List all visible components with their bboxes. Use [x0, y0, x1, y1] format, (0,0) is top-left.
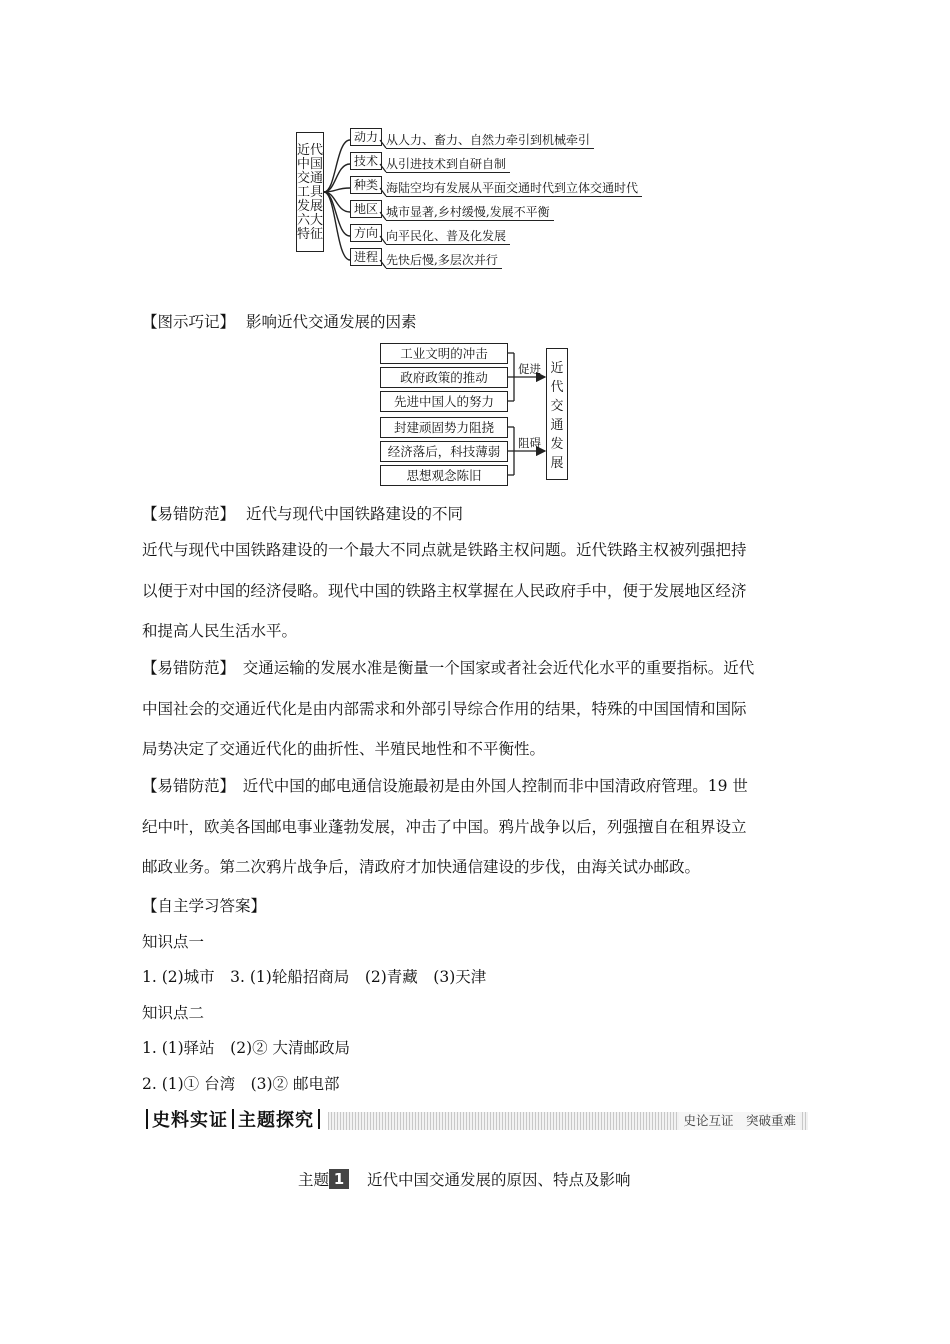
target-char: 代: [550, 380, 564, 395]
feature-category: 动力: [350, 128, 382, 146]
feature-category: 进程: [350, 248, 382, 266]
hinder-factor-box: 封建顽固势力阻挠: [380, 417, 508, 438]
feature-desc: 从人力、畜力、自然力牵引到机械牵引: [386, 132, 594, 149]
answers-heading: 【自主学习答案】: [142, 897, 267, 915]
caution-tag: 【易错防范】: [142, 505, 236, 523]
tip-tag: 【图示巧记】: [142, 313, 236, 331]
answer-line: 1. (2)城市 3. (1)轮船招商局 (2)青藏 (3)天津: [142, 968, 487, 986]
banner-bar: [318, 1109, 320, 1129]
promote-factor-box: 政府政策的推动: [380, 367, 508, 388]
para1-line: 近代与现代中国铁路建设的一个最大不同点就是铁路主权问题。近代铁路主权被列强把持: [142, 541, 747, 559]
feature-category: 技术: [350, 152, 382, 170]
feature-desc: 从引进技术到自研自制: [386, 156, 510, 173]
caution-title: 近代与现代中国铁路建设的不同: [245, 505, 463, 523]
caution-heading: [142, 504, 463, 524]
target-char: 展: [550, 456, 564, 471]
feature-category: 地区: [350, 200, 382, 218]
knowledge-point-2: 知识点二: [142, 1004, 205, 1022]
tip-title: 影响近代交通发展的因素: [245, 313, 417, 331]
feature-category: 种类: [350, 176, 382, 194]
para3-line: 纪中叶，欧美各国邮电事业蓬勃发展，冲击了中国。鸦片战争以后，列强擅自在租界设立: [142, 818, 747, 836]
feature-desc: 海陆空均有发展从平面交通时代到立体交通时代: [386, 180, 642, 197]
root-line: 中国: [296, 157, 324, 172]
root-line: 交通: [296, 171, 324, 186]
answer-line: 1. (1)驿站 (2)② 大清邮政局: [142, 1039, 351, 1057]
root-line: 六大: [296, 213, 324, 228]
hinder-factor-box: 思想观念陈旧: [380, 465, 508, 486]
root-line: 发展: [296, 199, 324, 214]
features-diagram: [296, 128, 656, 270]
target-char: 交: [550, 399, 564, 414]
banner-part2: 主题探究: [238, 1110, 314, 1131]
para2-line: 中国社会的交通近代化是由内部需求和外部引导综合作用的结果，特殊的中国国情和国际: [142, 700, 747, 718]
feature-desc: 城市显著,乡村缓慢,发展不平衡: [386, 204, 554, 221]
para2-line: 局势决定了交通近代化的曲折性、半殖民地性和不平衡性。: [142, 740, 546, 758]
promote-label: 促进: [518, 362, 541, 376]
answer-line: 2. (1)① 台湾 (3)② 邮电部: [142, 1075, 340, 1093]
feature-desc: 向平民化、普及化发展: [386, 228, 510, 245]
feature-category: 方向: [350, 224, 382, 242]
hinder-label: 阻碍: [518, 436, 541, 450]
tip-heading: [142, 312, 416, 332]
root-line: 特征: [296, 227, 324, 242]
target-char: 近: [550, 361, 564, 376]
factors-diagram: [378, 342, 578, 484]
banner-part1: 史料实证: [152, 1110, 228, 1131]
topic-title: 近代中国交通发展的原因、特点及影响: [367, 1171, 631, 1189]
feature-desc: 先快后慢,多层次并行: [386, 252, 502, 269]
knowledge-point-1: 知识点一: [142, 933, 205, 951]
target-box: [546, 348, 568, 480]
banner-subtitle: 史论互证 突破重难: [679, 1112, 800, 1130]
features-root-box-text: [296, 132, 324, 252]
para1-line: 和提高人民生活水平。: [142, 622, 298, 640]
para3-line: 【易错防范】 近代中国的邮电通信设施最初是由外国人控制而非中国清政府管理。19 世: [142, 777, 748, 795]
para3-line: 邮政业务。第二次鸦片战争后，清政府才加快通信建设的步伐，由海关试办邮政。: [142, 858, 701, 876]
topic-heading: [298, 1168, 631, 1192]
target-char: 通: [550, 418, 564, 433]
banner-bar: [232, 1109, 234, 1129]
topic-number-badge: 1: [329, 1169, 349, 1189]
topic-prefix: 主题: [298, 1171, 330, 1189]
hinder-factor-box: 经济落后，科技薄弱: [380, 441, 508, 462]
para2-line: 【易错防范】 交通运输的发展水准是衡量一个国家或者社会近代化水平的重要指标。近代: [142, 659, 755, 677]
section-banner: [142, 1108, 808, 1134]
root-line: 工具: [296, 185, 324, 200]
promote-factor-box: 先进中国人的努力: [380, 391, 508, 412]
target-char: 发: [550, 437, 564, 452]
root-line: 近代: [296, 143, 324, 158]
banner-bar: [146, 1109, 148, 1129]
para1-line: 以便于对中国的经济侵略。现代中国的铁路主权掌握在人民政府手中，便于发展地区经济: [142, 582, 747, 600]
banner-title: [142, 1108, 324, 1134]
promote-factor-box: 工业文明的冲击: [380, 343, 508, 364]
